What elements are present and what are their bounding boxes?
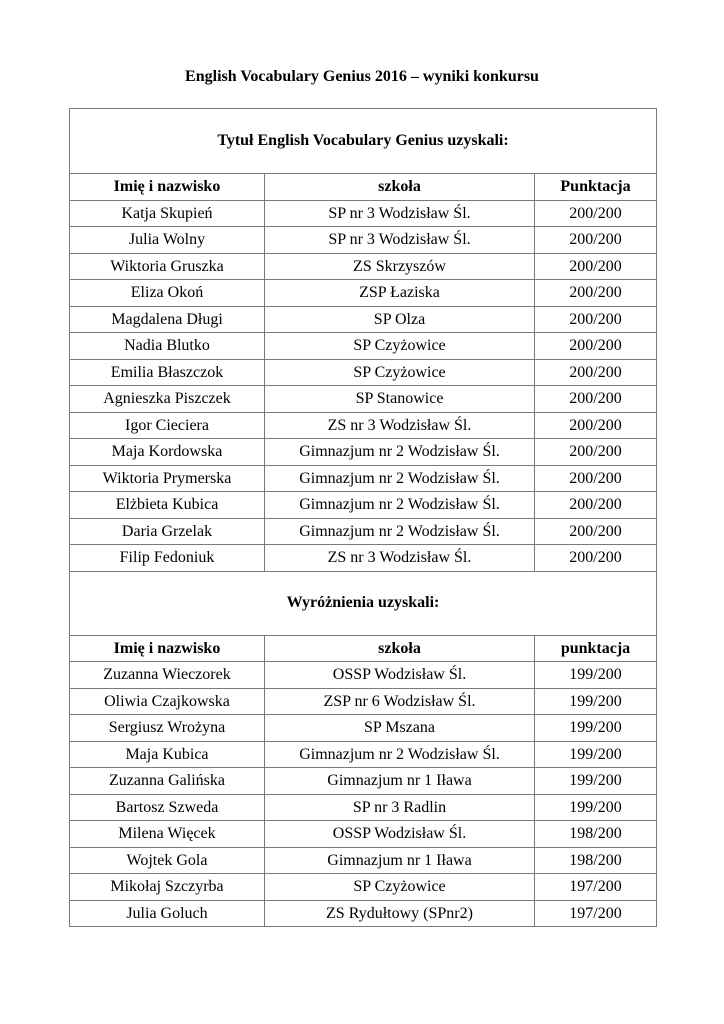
participant-name-cell: Eliza Okoń — [70, 280, 265, 307]
score-cell: 199/200 — [535, 794, 657, 821]
score-cell: 200/200 — [535, 306, 657, 333]
school-cell: SP Stanowice — [265, 386, 535, 413]
distinctions-heading: Wyróżnienia uzyskali: — [70, 571, 657, 635]
winners-header-row — [70, 174, 657, 201]
score-cell: 200/200 — [535, 386, 657, 413]
winner-row — [70, 306, 657, 333]
score-cell: 200/200 — [535, 333, 657, 360]
participant-name-cell: Zuzanna Wieczorek — [70, 662, 265, 689]
column-header-school: szkoła — [265, 174, 535, 201]
participant-name-cell: Wojtek Gola — [70, 847, 265, 874]
school-cell: ZS nr 3 Wodzisław Śl. — [265, 412, 535, 439]
winner-row — [70, 545, 657, 572]
score-cell: 200/200 — [535, 439, 657, 466]
participant-name-cell: Wiktoria Gruszka — [70, 253, 265, 280]
school-cell: SP Czyżowice — [265, 333, 535, 360]
school-cell: ZS Skrzyszów — [265, 253, 535, 280]
winner-row — [70, 465, 657, 492]
winner-row — [70, 439, 657, 466]
participant-name-cell: Nadia Blutko — [70, 333, 265, 360]
winners-section-row — [70, 109, 657, 174]
winner-row — [70, 200, 657, 227]
document-title: English Vocabulary Genius 2016 – wyniki konkursu — [185, 68, 539, 85]
participant-name-cell: Zuzanna Galińska — [70, 768, 265, 795]
winner-row — [70, 492, 657, 519]
score-cell: 200/200 — [535, 359, 657, 386]
results-table-body — [70, 109, 657, 927]
participant-name-cell: Bartosz Szweda — [70, 794, 265, 821]
school-cell: Gimnazjum nr 1 Iława — [265, 768, 535, 795]
school-cell: Gimnazjum nr 2 Wodzisław Śl. — [265, 741, 535, 768]
participant-name-cell: Julia Wolny — [70, 227, 265, 254]
winner-row — [70, 359, 657, 386]
column-header-score: punktacja — [535, 635, 657, 662]
school-cell: ZSP Łaziska — [265, 280, 535, 307]
participant-name-cell: Julia Goluch — [70, 900, 265, 927]
school-cell: ZS nr 3 Wodzisław Śl. — [265, 545, 535, 572]
column-header-name: Imię i nazwisko — [70, 174, 265, 201]
column-header-school: szkoła — [265, 635, 535, 662]
participant-name-cell: Maja Kubica — [70, 741, 265, 768]
school-cell: SP Olza — [265, 306, 535, 333]
school-cell: Gimnazjum nr 1 Iława — [265, 847, 535, 874]
participant-name-cell: Filip Fedoniuk — [70, 545, 265, 572]
score-cell: 199/200 — [535, 688, 657, 715]
winner-row — [70, 386, 657, 413]
school-cell: OSSP Wodzisław Śl. — [265, 662, 535, 689]
distinctions-section-row — [70, 571, 657, 635]
score-cell: 200/200 — [535, 227, 657, 254]
score-cell: 200/200 — [535, 200, 657, 227]
score-cell: 200/200 — [535, 465, 657, 492]
participant-name-cell: Maja Kordowska — [70, 439, 265, 466]
score-cell: 198/200 — [535, 821, 657, 848]
school-cell: SP Czyżowice — [265, 874, 535, 901]
winner-row — [70, 253, 657, 280]
column-header-name: Imię i nazwisko — [70, 635, 265, 662]
participant-name-cell: Agnieszka Piszczek — [70, 386, 265, 413]
participant-name-cell: Katja Skupień — [70, 200, 265, 227]
participant-name-cell: Igor Cieciera — [70, 412, 265, 439]
distinction-row — [70, 874, 657, 901]
distinction-row — [70, 715, 657, 742]
participant-name-cell: Emilia Błaszczok — [70, 359, 265, 386]
results-table — [69, 108, 657, 927]
participant-name-cell: Oliwia Czajkowska — [70, 688, 265, 715]
distinction-row — [70, 662, 657, 689]
winner-row — [70, 518, 657, 545]
school-cell: Gimnazjum nr 2 Wodzisław Śl. — [265, 465, 535, 492]
participant-name-cell: Elżbieta Kubica — [70, 492, 265, 519]
participant-name-cell: Sergiusz Wrożyna — [70, 715, 265, 742]
distinction-row — [70, 821, 657, 848]
winner-row — [70, 227, 657, 254]
winner-row — [70, 412, 657, 439]
distinction-row — [70, 688, 657, 715]
score-cell: 200/200 — [535, 545, 657, 572]
score-cell: 199/200 — [535, 662, 657, 689]
school-cell: SP Czyżowice — [265, 359, 535, 386]
participant-name-cell: Daria Grzelak — [70, 518, 265, 545]
distinctions-header-row — [70, 635, 657, 662]
distinction-row — [70, 847, 657, 874]
score-cell: 200/200 — [535, 518, 657, 545]
school-cell: ZS Rydułtowy (SPnr2) — [265, 900, 535, 927]
participant-name-cell: Milena Więcek — [70, 821, 265, 848]
distinction-row — [70, 900, 657, 927]
distinction-row — [70, 741, 657, 768]
score-cell: 197/200 — [535, 900, 657, 927]
participant-name-cell: Magdalena Długi — [70, 306, 265, 333]
school-cell: ZSP nr 6 Wodzisław Śl. — [265, 688, 535, 715]
participant-name-cell: Wiktoria Prymerska — [70, 465, 265, 492]
school-cell: SP nr 3 Radlin — [265, 794, 535, 821]
school-cell: Gimnazjum nr 2 Wodzisław Śl. — [265, 518, 535, 545]
score-cell: 200/200 — [535, 253, 657, 280]
winners-heading: Tytuł English Vocabulary Genius uzyskali: — [70, 109, 657, 174]
distinction-row — [70, 794, 657, 821]
school-cell: SP nr 3 Wodzisław Śl. — [265, 200, 535, 227]
column-header-score: Punktacja — [535, 174, 657, 201]
school-cell: Gimnazjum nr 2 Wodzisław Śl. — [265, 439, 535, 466]
distinction-row — [70, 768, 657, 795]
score-cell: 199/200 — [535, 768, 657, 795]
school-cell: SP nr 3 Wodzisław Śl. — [265, 227, 535, 254]
school-cell: Gimnazjum nr 2 Wodzisław Śl. — [265, 492, 535, 519]
school-cell: OSSP Wodzisław Śl. — [265, 821, 535, 848]
score-cell: 199/200 — [535, 715, 657, 742]
score-cell: 200/200 — [535, 412, 657, 439]
participant-name-cell: Mikołaj Szczyrba — [70, 874, 265, 901]
winner-row — [70, 280, 657, 307]
score-cell: 198/200 — [535, 847, 657, 874]
school-cell: SP Mszana — [265, 715, 535, 742]
score-cell: 200/200 — [535, 492, 657, 519]
winner-row — [70, 333, 657, 360]
score-cell: 199/200 — [535, 741, 657, 768]
score-cell: 200/200 — [535, 280, 657, 307]
score-cell: 197/200 — [535, 874, 657, 901]
